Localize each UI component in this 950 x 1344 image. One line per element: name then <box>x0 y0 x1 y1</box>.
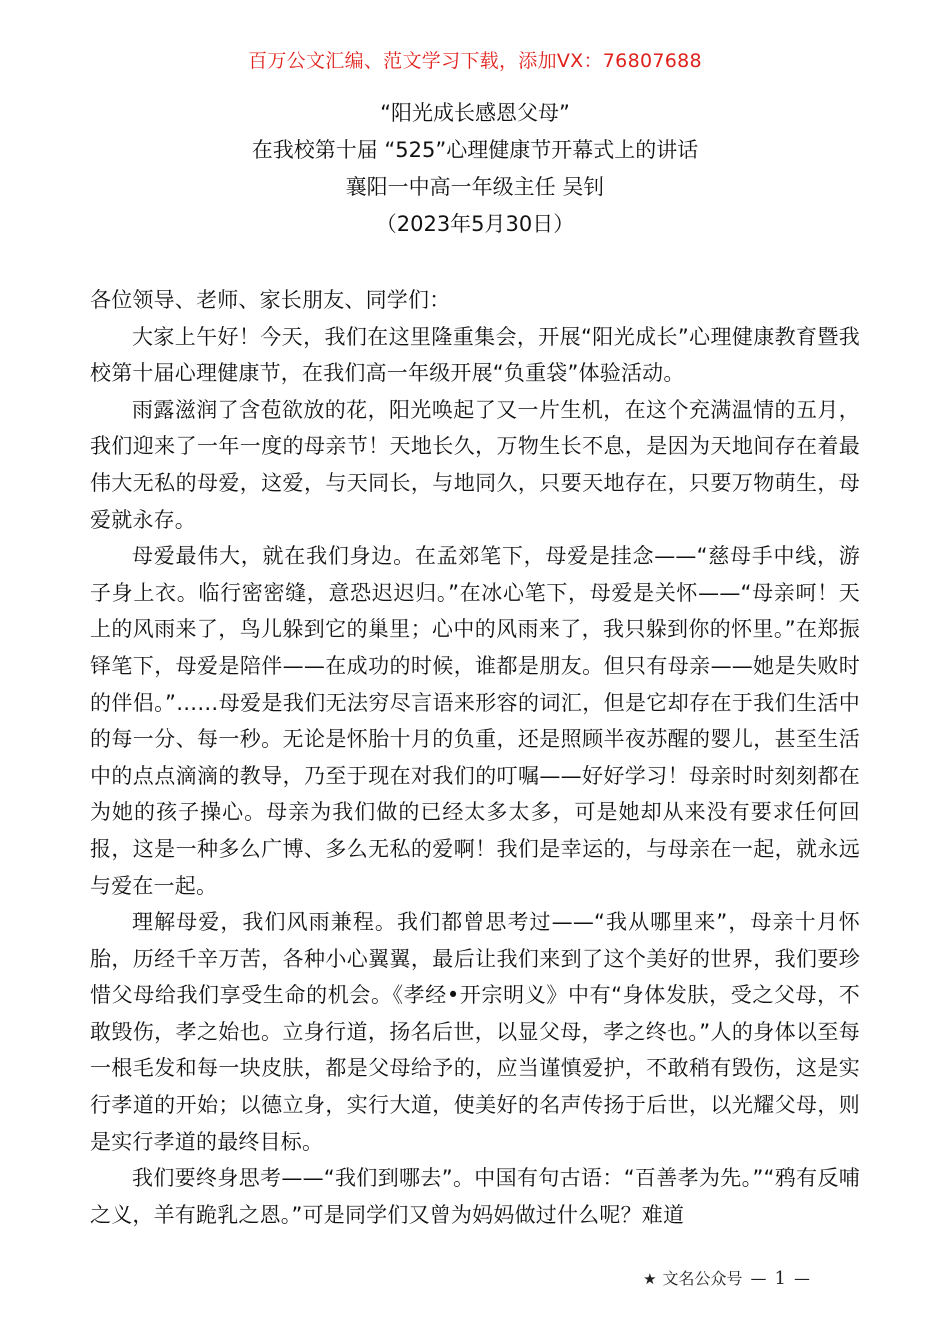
speech-subtitle: 在我校第十届 “525”心理健康节开幕式上的讲话 <box>251 138 699 162</box>
star-icon: ★ <box>643 1270 657 1288</box>
footer-dash-left: — <box>750 1269 767 1288</box>
footer-label: 文名公众号 <box>662 1269 743 1288</box>
speech-date: （2023年5月30日） <box>375 212 575 236</box>
page-footer <box>643 1266 818 1289</box>
paragraph: 大家上午好！今天，我们在这里隆重集会，开展“阳光成长”心理健康教育暨我校第十届心理健康节，在我们高一年级开展“负重袋”体验活动。 <box>90 324 860 386</box>
paragraph: 母爱最伟大，就在我们身边。在孟郊笔下，母爱是挂念——“慈母手中线，游子身上衣。临行密密缝，意恐迟迟归。”在冰心笔下，母爱是关怀——“母亲呵！天上的风雨来了，鸟儿躲到它的巢里；心中的风雨来了，我只躲到你的怀里。”在郑振铎笔下，母爱是陪伴——在成功的时候，谁都是朋友。但只有母亲——她是失败时的伴侣。”……母爱是我们无法穷尽言语来形容的词汇，但是它却存在于我们生活中的每一分、每一秒。无论是怀胎十月的负重，还是照顾半夜苏醒的婴儿，甚至生活中的点点滴滴的教导，乃至于现在对我们的叮嘱——好好学习！母亲时时刻刻都在为她的孩子操心。母亲为我们做的已经太多太多，可是她却从来没有要求任何回报，这是一种多么广博、多么无私的爱啊！我们是幸运的，与母亲在一起，就永远与爱在一起。 <box>90 544 860 898</box>
speech-header <box>0 95 950 243</box>
speech-body <box>90 282 860 1233</box>
footer-dash-right: — <box>794 1269 810 1288</box>
salutation: 各位领导、老师、家长朋友、同学们： <box>90 288 451 312</box>
page-number: 1 <box>774 1268 786 1289</box>
paragraph: 雨露滋润了含苞欲放的花，阳光唤起了又一片生机，在这个充满温情的五月，我们迎来了一年一度的母亲节！天地长久，万物生长不息，是因为天地间存在着最伟大无私的母爱，这爱，与天同长，与地同久，只要天地存在，只要万物萌生，母爱就永存。 <box>90 397 860 532</box>
promo-banner: 百万公文汇编、范文学习下载，添加VX：76807688 <box>248 50 702 72</box>
speech-author: 襄阳一中高一年级主任 吴钊 <box>345 175 605 199</box>
speech-title: “阳光成长感恩父母” <box>380 101 570 125</box>
paragraph: 我们要终身思考——“我们到哪去”。中国有句古语：“百善孝为先。”“鸦有反哺之义，羊有跪乳之恩。”可是同学们又曾为妈妈做过什么呢？难道 <box>90 1166 860 1227</box>
paragraph: 理解母爱，我们风雨兼程。我们都曾思考过——“我从哪里来”，母亲十月怀胎，历经千辛万苦，各种小心翼翼，最后让我们来到了这个美好的世界，我们要珍惜父母给我们享受生命的机会。《孝经•开宗明义》中有“身体发肤，受之父母，不敢毁伤，孝之始也。立身行道，扬名后世，以显父母，孝之终也。”人的身体以至每一根毛发和每一块皮肤，都是父母给予的，应当谨慎爱护，不敢稍有毁伤，这是实行孝道的开始；以德立身，实行大道，使美好的名声传扬于后世，以光耀父母，则是实行孝道的最终目标。 <box>90 910 860 1154</box>
